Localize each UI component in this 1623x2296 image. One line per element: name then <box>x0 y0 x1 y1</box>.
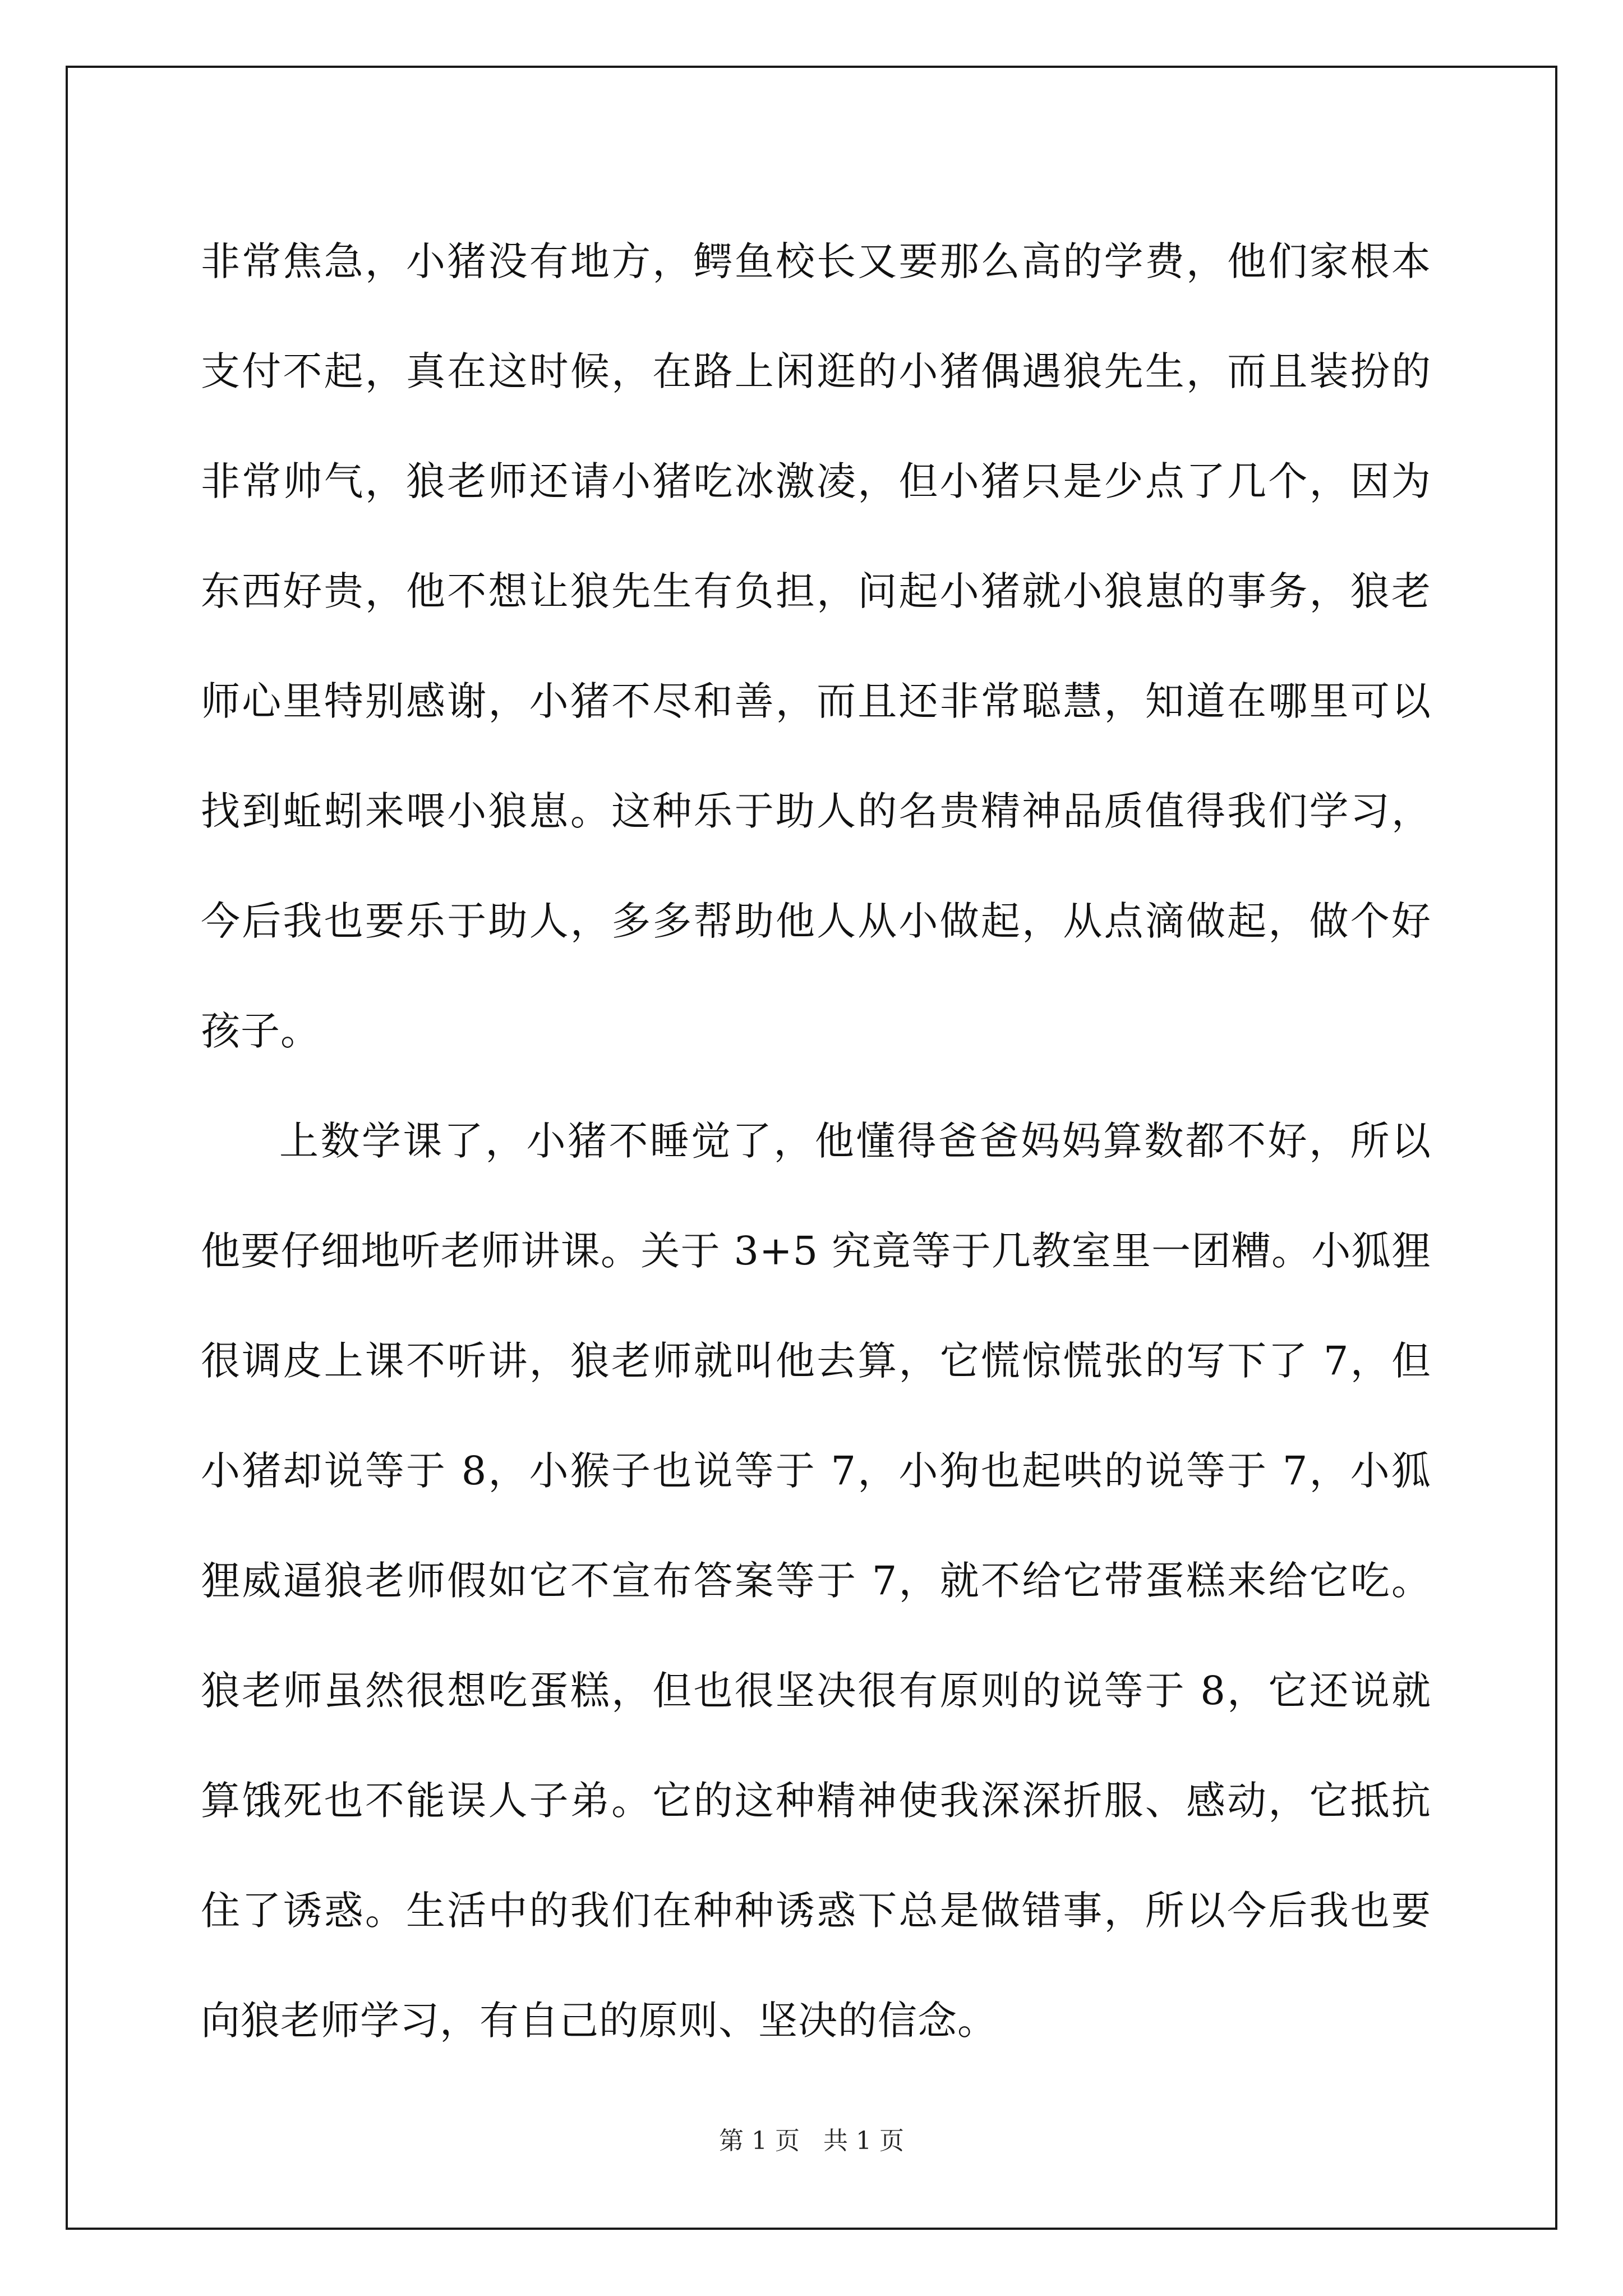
paragraph-2: 上数学课了，小猪不睡觉了，他懂得爸爸妈妈算数都不好，所以他要仔细地听老师讲课。关于 3+5 究竟等于几教室里一团糟。小狐狸很调皮上课不听讲，狼老师就叫他去算，它慌惊慌张的写下了 7，但小猪却说等于 8，小猴子也说等于 7，小狗也起哄的说等于 7，小狐狸威逼狼老师假如它不宣布答案等于 7，就不给它带蛋糕来给它吃。狼老师虽然很想吃蛋糕，但也很坚决很有原则的说等于 8，它还说就算饿死也不能误人子弟。它的这种精神使我深深折服、感动，它抵抗住了诱惑。生活中的我们在种种诱惑下总是做错事，所以今后我也要向狼老师学习，有自己的原则、坚决的信念。 <box>201 1118 1431 2044</box>
document-body <box>201 206 1431 2076</box>
paragraph-1: 非常焦急，小猪没有地方，鳄鱼校长又要那么高的学费，他们家根本支付不起，真在这时候，在路上闲逛的小猪偶遇狼先生，而且装扮的非常帅气，狼老师还请小猪吃冰激凌，但小猪只是少点了几个，因为东西好贵，他不想让狼先生有负担，问起小猪就小狼崽的事务，狼老师心里特别感谢，小猪不尽和善，而且还非常聪慧，知道在哪里可以找到蚯蚓来喂小狼崽。这种乐于助人的名贵精神品质值得我们学习，今后我也要乐于助人，多多帮助他人从小做起，从点滴做起，做个好孩子。 <box>201 238 1431 1054</box>
page-number-footer: 第 1 页 共 1 页 <box>719 2127 904 2155</box>
